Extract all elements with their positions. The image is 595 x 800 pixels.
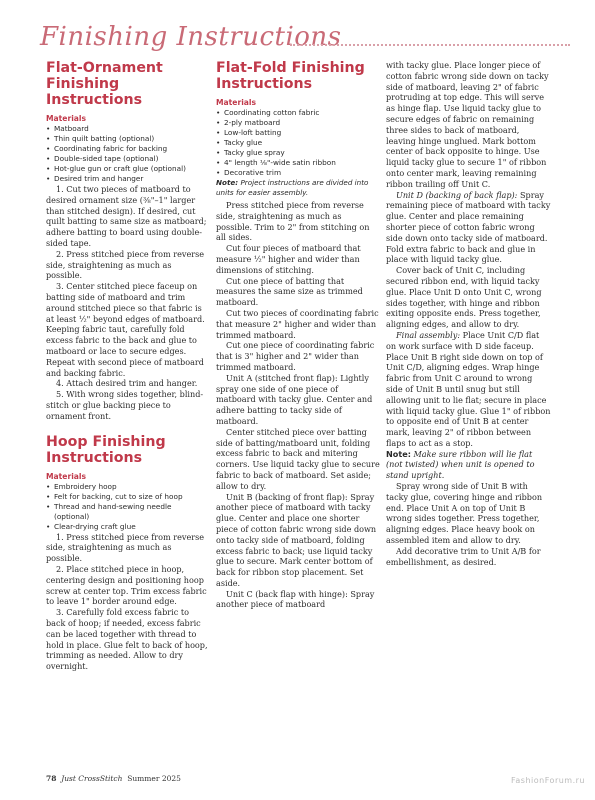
flat-ornament-materials-label: Materials xyxy=(46,114,87,123)
material-item: • Low-loft batting xyxy=(216,128,380,138)
instruction-paragraph: Center stitched piece over batting side of batting/matboard unit, folding excess fabric to back and mitering corners. Use liquid tacky glue to secure fabric to back of matboard. Set aside; allow to dry. xyxy=(216,426,380,491)
instruction-step: 4. Attach desired trim and hanger. xyxy=(56,378,198,389)
hoop-materials-list xyxy=(46,482,208,532)
instruction-paragraph: with tacky glue. Place longer piece of cotton fabric wrong side down on tacky side of matboard, leaving 2" of fabric protruding at top edge. This will serve as hinge flap. Use liquid tacky glue to secure edges of fabric on remaining three sides to back of matboard, leaving hinge unglued. Mark bottom center of back opposite to hinge. Use liquid tacky glue to secure 1" of ribbon onto center mark, leaving remaining ribbon trailing off Unit C. xyxy=(386,60,549,189)
header-dotted-rule xyxy=(290,44,570,46)
flat-ornament-heading: Flat-Ornament Finishing Instructions xyxy=(46,60,163,108)
material-item: • Tacky glue spray xyxy=(216,148,380,158)
page-header xyxy=(40,22,560,56)
instruction-paragraph: Cut four pieces of matboard that measure ½" higher and wider than dimensions of stitching. xyxy=(216,243,361,275)
page-title: Finishing Instructions xyxy=(40,22,342,52)
material-item: • Double-sided tape (optional) xyxy=(46,154,208,164)
instruction-paragraph: Press stitched piece from reverse side, straightening as much as possible. Trim to 2" from stitching on all sides. xyxy=(216,200,370,243)
issue-label: Summer 2025 xyxy=(127,774,181,783)
instruction-paragraph: Cut two pieces of coordinating fabric that measure 2" higher and wider than trimmed matboard. xyxy=(216,307,379,340)
note-text: Project instructions are divided into units for easier assembly. xyxy=(216,178,369,197)
material-item: • Thread and hand-sewing needle (optional) xyxy=(46,502,208,522)
publication-name: Just CrossStitch xyxy=(61,774,123,783)
instruction-step: 3. Center stitched piece faceup on batting side of matboard and trim around stitched piece so that fabric is at least ½" beyond edges of matboard. Keeping fabric taut, carefully fold excess fabric to the back and glue to matboard or lace to secure edges. Repeat with second piece of matboard and backing fabric. xyxy=(46,281,205,378)
assembly-note xyxy=(216,178,380,197)
final-assembly-paragraph xyxy=(386,330,551,449)
material-item: • 4" length ⅛"-wide satin ribbon xyxy=(216,158,380,168)
flat-fold-materials-label: Materials xyxy=(216,98,257,107)
instruction-step: 2. Place stitched piece in hoop, centering design and positioning hoop screw at center top. Trim excess fabric to leave 1" border around edge. xyxy=(46,563,207,607)
instruction-paragraph: Cut one piece of coordinating fabric that is 3" higher and 2" wider than trimmed matboard. xyxy=(216,340,375,372)
unit-d-text: Spray remaining piece of matboard with tacky glue. Center and place remaining shorter piece of cotton fabric wrong side down onto tacky side of matboard. Fold extra fabric to back and glue in place with liquid tacky glue. xyxy=(386,189,551,265)
material-item: • Embroidery hoop xyxy=(46,482,208,492)
note-label: Note: xyxy=(216,178,239,187)
page-number: 78 xyxy=(46,774,57,783)
hoop-materials-label: Materials xyxy=(46,471,87,481)
flat-fold-materials-list xyxy=(216,108,380,178)
final-assembly-text: Place Unit C/D flat on work surface with D side faceup. Place Unit B right side down on top of Unit C/D, aligning edges. Wrap hinge fabric from Unit C around to wrong side of Unit B until snug but still allowing unit to lie flat; secure in place with liquid tacky glue. Glue 1" of ribbon to opposite end of Unit B at center mark, leaving 2" of ribbon between flaps to act as a stop. xyxy=(386,329,551,448)
material-item: • Felt for backing, cut to size of hoop xyxy=(46,492,208,502)
material-item: • Tacky glue xyxy=(216,138,380,148)
column-1 xyxy=(46,60,208,672)
final-assembly-label: Final assembly: xyxy=(396,329,461,340)
instruction-paragraph: Cut one piece of batting that measures the same size as trimmed matboard. xyxy=(216,275,363,308)
page-footer xyxy=(46,774,181,783)
instruction-paragraph: Unit B (backing of front flap): Spray another piece of matboard with tacky glue. Center and place one shorter piece of cotton fabric wrong side down onto tacky side of matboard, folding excess fabric to back; use liquid tacky glue to secure. Mark center bottom of back for ribbon stop placement. Set aside. xyxy=(216,491,377,588)
unit-d-label: Unit D (backing of back flap): xyxy=(396,189,518,200)
column-3 xyxy=(386,60,551,567)
material-item: • 2-ply matboard xyxy=(216,118,380,128)
flat-ornament-materials-list xyxy=(46,124,208,184)
instruction-step: 3. Carefully fold excess fabric to back of hoop; if needed, excess fabric can be laced together with thread to hold in place. Glue felt to back of hoop, trimming as needed. Allow to dry overnight. xyxy=(46,607,208,672)
instruction-step: 5. With wrong sides together, blind-stitch or glue backing piece to ornament front. xyxy=(46,389,204,421)
instruction-paragraph: Unit A (stitched front flap): Lightly spray one side of one piece of matboard with tacky glue. Center and adhere batting to tacky side of matboard. xyxy=(216,372,373,426)
material-item: • Decorative trim xyxy=(216,168,380,178)
instruction-step: 1. Press stitched piece from reverse side, straightening as much as possible. xyxy=(46,531,205,564)
material-item: • Hot-glue gun or craft glue (optional) xyxy=(46,164,208,174)
material-item: • Desired trim and hanger xyxy=(46,174,208,184)
flat-fold-heading: Flat-Fold Finishing Instructions xyxy=(216,60,365,92)
source-credit: FashionForum.ru xyxy=(511,776,585,785)
instruction-paragraph: Cover back of Unit C, including secured ribbon end, with liquid tacky glue. Place Unit D onto Unit C, wrong sides together, with hinge and ribbon exiting opposite ends. Press together, aligning edges, and allow to dry. xyxy=(386,265,542,330)
material-item: • Thin quilt batting (optional) xyxy=(46,134,208,144)
material-item: • Coordinating fabric for backing xyxy=(46,144,208,154)
instruction-paragraph: Spray wrong side of Unit B with tacky glue, covering hinge and ribbon end. Place Unit A on top of Unit B wrong sides together. Press together, aligning edges. Place heavy book on assembled item and allow to dry. xyxy=(386,481,543,546)
instruction-step: 2. Press stitched piece from reverse side, straightening as much as possible. xyxy=(46,248,205,281)
material-item: • Coordinating cotton fabric xyxy=(216,108,380,118)
note-label: Note: xyxy=(386,448,411,459)
unit-d-paragraph xyxy=(386,190,551,266)
instruction-step: 1. Cut two pieces of matboard to desired ornament size (⅜"–1" larger than stitched design). If desired, cut quilt batting to same size as matboard; adhere batting to board using double-sided tape. xyxy=(46,184,207,248)
instruction-paragraph: Add decorative trim to Unit A/B for embellishment, as desired. xyxy=(386,545,541,567)
material-item: • Matboard xyxy=(46,124,208,134)
note-text: Make sure ribbon will lie flat (not twisted) when unit is opened to stand upright. xyxy=(386,448,535,481)
hoop-heading: Hoop Finishing Instructions xyxy=(46,433,166,466)
material-item: • Clear-drying craft glue xyxy=(46,522,208,532)
instruction-paragraph: Unit C (back flap with hinge): Spray another piece of matboard xyxy=(216,588,375,610)
column-2 xyxy=(216,60,380,610)
ribbon-note xyxy=(386,449,551,481)
